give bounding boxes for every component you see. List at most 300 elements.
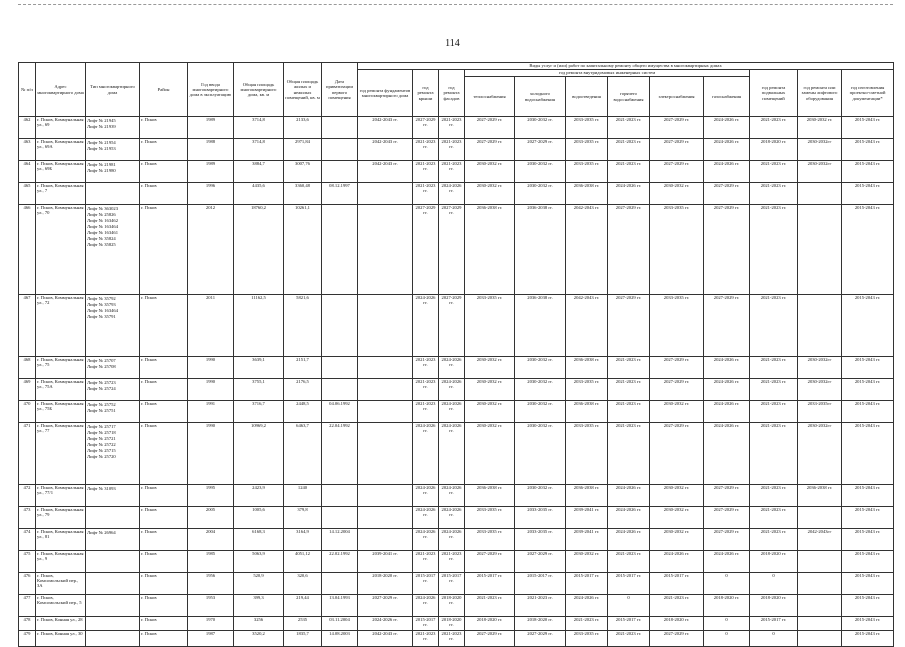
row-type: [86, 573, 140, 595]
row-roof-year: 2021-2023 гг.: [413, 183, 439, 205]
row-electricity-year: 2027-2029 гг.: [650, 139, 704, 161]
elevator-id: Лифт № 163464: [87, 224, 119, 230]
row-privatization-date: [322, 357, 358, 379]
row-basement-year: 2021-2023 гг.: [750, 507, 798, 529]
elevator-id: Лифт № 26964: [87, 530, 116, 535]
row-address: г. Псков, Коммунальная ул., 69Б: [36, 161, 86, 183]
row-living-area: 2971,84: [284, 139, 322, 161]
row-type: [86, 485, 140, 507]
header-facade: год ремонта фасадов: [439, 70, 465, 117]
row-gas-year: 2024-2026 гг.: [704, 357, 750, 379]
header-type: Тип многоквартирного дома: [86, 63, 140, 117]
row-facade-year: 2024-2026 гг.: [439, 379, 465, 401]
table-row: [19, 423, 894, 485]
row-privatization-date: 22.02.1992: [322, 551, 358, 573]
row-type: [86, 401, 140, 423]
header-basement: год ремонта подвальных помещений: [750, 70, 798, 117]
row-living-area: 4051,12: [284, 551, 322, 573]
table-row: [19, 573, 894, 595]
row-electricity-year: 2033-2035 гг.: [650, 295, 704, 357]
row-drainage-year: 2030-2032 гг.: [566, 551, 608, 573]
row-drainage-year: 2033-2035 гг.: [566, 161, 608, 183]
row-facade-year: 2021-2023 гг.: [439, 551, 465, 573]
row-gas-year: 2027-2029 гг.: [704, 485, 750, 507]
row-district: г. Псков: [140, 595, 188, 617]
row-hot-water-year: 0: [608, 595, 650, 617]
elevator-id: Лифт № 25722: [87, 442, 116, 448]
row-foundation-year: [358, 423, 413, 485]
row-gas-year: 2027-2029 гг.: [704, 295, 750, 357]
row-elevator-year: 2030-2032гг: [798, 161, 842, 183]
row-design-year: 2015-2043 гг.: [842, 551, 894, 573]
elevator-id: Лифт № 25717: [87, 424, 116, 429]
row-electricity-year: 2033-2035 гг.: [650, 205, 704, 295]
row-address: г. Псков, Коммунальная ул., 81: [36, 529, 86, 551]
row-living-area: 2151,7: [284, 357, 322, 379]
row-year: 1970: [188, 617, 234, 631]
row-total-area: 3716,7: [234, 401, 284, 423]
row-address: г. Псков, Коммунальная ул., 7: [36, 183, 86, 205]
row-gas-year: 2024-2026 гг.: [704, 423, 750, 485]
header-privatization-date: Дата приватизации первого помещения: [322, 63, 358, 117]
row-roof-year: 2024-2026 гг.: [413, 295, 439, 357]
row-district: г. Псков: [140, 631, 188, 647]
row-design-year: 2015-2043 гг.: [842, 117, 894, 139]
row-basement-year: 2015-2017 гг.: [750, 617, 798, 631]
row-electricity-year: 2030-2032 гг.: [650, 401, 704, 423]
row-privatization-date: 22.04.1992: [322, 423, 358, 485]
row-type: [86, 551, 140, 573]
row-elevator-year: 2030-2032 гг.: [798, 117, 842, 139]
row-gas-year: 0: [704, 573, 750, 595]
elevator-id: Лифт № 35825: [87, 242, 116, 248]
row-privatization-date: [322, 485, 358, 507]
row-living-area: 2133,6: [284, 117, 322, 139]
row-foundation-year: [358, 507, 413, 529]
elevator-id: Лифт № 163462: [87, 218, 119, 224]
row-drainage-year: 2039-2041 гг.: [566, 529, 608, 551]
row-electricity-year: 2027-2029 гг.: [650, 423, 704, 485]
row-number: 475: [19, 551, 36, 573]
row-year: 1995: [188, 485, 234, 507]
header-design-docs: год изготовления проектно-сметной документации*: [842, 70, 894, 117]
row-number: 474: [19, 529, 36, 551]
row-facade-year: 2021-2023 гг.: [439, 631, 465, 647]
row-district: г. Псков: [140, 139, 188, 161]
row-electricity-year: 2024-2026 гг.: [650, 551, 704, 573]
header-works-group: Виды услуг и (или) работ по капитальному ремонту общего имущества в многоквартирных домах: [358, 63, 894, 70]
row-total-area: 399,3: [234, 595, 284, 617]
row-basement-year: 2018-2020 гг.: [750, 595, 798, 617]
row-electricity-year: 2030-2032 гг.: [650, 529, 704, 551]
row-elevator-year: 2042-2043гг: [798, 529, 842, 551]
row-address: г. Псков, Коммунальная ул., 75: [36, 357, 86, 379]
row-privatization-date: 14.12.2004: [322, 529, 358, 551]
row-heating-year: 2027-2029 гг.: [465, 139, 515, 161]
table-row: [19, 183, 894, 205]
row-basement-year: 2021-2023 гг.: [750, 183, 798, 205]
row-gas-year: 2027-2029 гг.: [704, 205, 750, 295]
row-foundation-year: [358, 205, 413, 295]
row-basement-year: 2021-2023 гг.: [750, 529, 798, 551]
row-facade-year: 2024-2026 гг.: [439, 423, 465, 485]
row-hot-water-year: 2027-2029 гг.: [608, 295, 650, 357]
row-facade-year: 2024-2026 гг.: [439, 507, 465, 529]
row-basement-year: 0: [750, 631, 798, 647]
row-foundation-year: 2039-2041 гг.: [358, 551, 413, 573]
row-gas-year: 0: [704, 631, 750, 647]
row-year: 1996: [188, 183, 234, 205]
row-address: г. Псков, Комсомольский пер., 3А: [36, 573, 86, 595]
row-basement-year: 2021-2023 гг.: [750, 205, 798, 295]
row-drainage-year: 2036-2038 гг.: [566, 183, 608, 205]
row-basement-year: 2021-2023 гг.: [750, 117, 798, 139]
row-hot-water-year: 2021-2023 гг.: [608, 379, 650, 401]
row-gas-year: 2024-2026 гг.: [704, 161, 750, 183]
row-heating-year: 2015-2017 гг.: [465, 573, 515, 595]
row-cold-water-year: 2036-2038 гг.: [515, 295, 566, 357]
row-district: г. Псков: [140, 117, 188, 139]
header-district: Район: [140, 63, 188, 117]
row-heating-year: 2021-2023 гг.: [465, 595, 515, 617]
row-type: [86, 357, 140, 379]
row-total-area: 3256: [234, 617, 284, 631]
row-type: [86, 617, 140, 631]
row-number: 473: [19, 507, 36, 529]
row-gas-year: 2027-2029 гг.: [704, 507, 750, 529]
row-foundation-year: 2042-2043 гг.: [358, 139, 413, 161]
row-gas-year: 2024-2026 гг.: [704, 139, 750, 161]
row-living-area: 320,6: [284, 573, 322, 595]
row-hot-water-year: 2015-2017 гг.: [608, 617, 650, 631]
row-drainage-year: 2021-2023 гг.: [566, 617, 608, 631]
row-foundation-year: [358, 357, 413, 379]
row-living-area: 3007,76: [284, 161, 322, 183]
row-gas-year: 0: [704, 617, 750, 631]
row-foundation-year: [358, 401, 413, 423]
row-privatization-date: [322, 139, 358, 161]
header-heating: теплоснабжения: [465, 77, 515, 117]
elevator-id: Лифт № 25752: [87, 402, 116, 407]
row-cold-water-year: 2036-2038 гг.: [515, 205, 566, 295]
row-number: 465: [19, 183, 36, 205]
row-design-year: 2015-2043 гг.: [842, 631, 894, 647]
row-privatization-date: [322, 573, 358, 595]
row-total-area: 18760,2: [234, 205, 284, 295]
row-privatization-date: 14.08.2003: [322, 631, 358, 647]
row-privatization-date: [322, 117, 358, 139]
row-foundation-year: [358, 183, 413, 205]
row-drainage-year: 2033-2035 гг.: [566, 631, 608, 647]
row-district: г. Псков: [140, 295, 188, 357]
row-heating-year: 2030-2032 гг.: [465, 379, 515, 401]
row-cold-water-year: 2030-2032 гг.: [515, 117, 566, 139]
row-year: 1956: [188, 573, 234, 595]
row-gas-year: 2018-2020 гг.: [704, 595, 750, 617]
row-elevator-year: 2033-2035гг: [798, 401, 842, 423]
row-address: г. Псков, Коммунальная ул., 77/1: [36, 485, 86, 507]
row-heating-year: 2030-2032 гг.: [465, 423, 515, 485]
row-number: 469: [19, 379, 36, 401]
row-address: г. Псков, Коммунальная ул., 70: [36, 205, 86, 295]
row-facade-year: 2021-2023 гг.: [439, 117, 465, 139]
header-foundation: год ремонта фундаментов многоквартирного дома: [358, 70, 413, 117]
row-design-year: 2015-2043 гг.: [842, 507, 894, 529]
row-cold-water-year: 2030-2032 гг.: [515, 423, 566, 485]
row-elevator-year: [798, 551, 842, 573]
row-year: 1990: [188, 357, 234, 379]
row-foundation-year: [358, 529, 413, 551]
row-electricity-year: 2021-2023 гг.: [650, 595, 704, 617]
header-gas: газоснабжения: [704, 77, 750, 117]
row-type: [86, 117, 140, 139]
elevator-id: Лифт № 25724: [87, 386, 116, 392]
row-district: г. Псков: [140, 401, 188, 423]
row-roof-year: 2024-2026 гг.: [413, 507, 439, 529]
row-foundation-year: [358, 485, 413, 507]
row-living-area: 2535: [284, 617, 322, 631]
row-type: [86, 423, 140, 485]
row-total-area: 4435,6: [234, 183, 284, 205]
row-drainage-year: 2042-2043 гг.: [566, 295, 608, 357]
row-drainage-year: 2015-2017 гг.: [566, 573, 608, 595]
row-elevator-year: [798, 295, 842, 357]
row-drainage-year: 2033-2035 гг.: [566, 379, 608, 401]
row-heating-year: 2027-2029 гг.: [465, 551, 515, 573]
row-facade-year: 2021-2023 гг.: [439, 139, 465, 161]
row-hot-water-year: 2024-2026 гг.: [608, 183, 650, 205]
row-basement-year: 2021-2023 гг.: [750, 423, 798, 485]
row-gas-year: 2024-2026 гг.: [704, 117, 750, 139]
table-row: [19, 205, 894, 295]
row-design-year: 2015-2043 гг.: [842, 357, 894, 379]
row-hot-water-year: 2021-2023 гг.: [608, 139, 650, 161]
elevator-id: Лифт № 21945: [87, 118, 116, 123]
table-row: [19, 357, 894, 379]
row-facade-year: 2024-2026 гг.: [439, 485, 465, 507]
row-cold-water-year: 2030-2032 гг.: [515, 161, 566, 183]
row-design-year: 2015-2043 гг.: [842, 423, 894, 485]
table-row: [19, 617, 894, 631]
elevator-id: Лифт № 31093: [87, 486, 116, 491]
row-foundation-year: 2042-2043 гг.: [358, 631, 413, 647]
row-heating-year: 2018-2020 гг.: [465, 617, 515, 631]
row-year: 1990: [188, 379, 234, 401]
row-address: г. Псков, Коммунальная ул., 75А: [36, 379, 86, 401]
row-total-area: 3714,8: [234, 139, 284, 161]
row-address: г. Псков, Коммунальная ул., 69: [36, 117, 86, 139]
row-hot-water-year: 2015-2017 гг.: [608, 573, 650, 595]
row-living-area: 3360,48: [284, 183, 322, 205]
row-basement-year: 2018-2020 гг.: [750, 551, 798, 573]
row-drainage-year: 2033-2035 гг.: [566, 139, 608, 161]
header-elevator: год ремонта или замены лифтового оборудования: [798, 70, 842, 117]
row-type: [86, 631, 140, 647]
row-type: [86, 139, 140, 161]
row-facade-year: 2024-2026 гг.: [439, 357, 465, 379]
row-elevator-year: [798, 507, 842, 529]
row-drainage-year: 2042-2043 гг.: [566, 205, 608, 295]
row-cold-water-year: 2030-2032 гг.: [515, 183, 566, 205]
row-elevator-year: [798, 617, 842, 631]
row-cold-water-year: 2018-2020 гг.: [515, 617, 566, 631]
row-cold-water-year: 2027-2029 гг.: [515, 631, 566, 647]
row-roof-year: 2021-2023 гг.: [413, 379, 439, 401]
row-electricity-year: 2030-2032 гг.: [650, 183, 704, 205]
row-privatization-date: 13.04.1993: [322, 595, 358, 617]
elevator-id: Лифт № 21953: [87, 146, 116, 152]
row-district: г. Псков: [140, 573, 188, 595]
row-total-area: 3639,1: [234, 357, 284, 379]
row-electricity-year: 2027-2029 гг.: [650, 357, 704, 379]
row-electricity-year: 2015-2017 гг.: [650, 573, 704, 595]
row-hot-water-year: 2024-2026 гг.: [608, 507, 650, 529]
elevator-id: Лифт № 25826: [87, 212, 116, 218]
row-hot-water-year: 2021-2023 гг.: [608, 423, 650, 485]
table-row: [19, 161, 894, 183]
row-type: [86, 205, 140, 295]
row-design-year: 2015-2043 гг.: [842, 485, 894, 507]
row-basement-year: 2021-2023 гг.: [750, 357, 798, 379]
row-design-year: 2015-2043 гг.: [842, 205, 894, 295]
row-year: 1989: [188, 117, 234, 139]
row-district: г. Псков: [140, 617, 188, 631]
row-address: г. Псков, Конная ул., 30: [36, 631, 86, 647]
row-total-area: 5063,9: [234, 551, 284, 573]
row-drainage-year: 2024-2026 гг.: [566, 595, 608, 617]
row-heating-year: 2030-2032 гг.: [465, 401, 515, 423]
elevator-id: Лифт № 25751: [87, 408, 116, 414]
row-facade-year: 2018-2020 гг.: [439, 595, 465, 617]
row-design-year: 2015-2043 гг.: [842, 529, 894, 551]
row-basement-year: 0: [750, 573, 798, 595]
table-row: [19, 117, 894, 139]
table-row: [19, 529, 894, 551]
row-design-year: 2015-2043 гг.: [842, 161, 894, 183]
row-district: г. Псков: [140, 357, 188, 379]
row-roof-year: 2021-2023 гг.: [413, 401, 439, 423]
row-type: [86, 295, 140, 357]
row-roof-year: 2024-2026 гг.: [413, 529, 439, 551]
row-elevator-year: 2030-2032гг: [798, 139, 842, 161]
row-district: г. Псков: [140, 205, 188, 295]
row-living-area: 379,8: [284, 507, 322, 529]
row-type: [86, 161, 140, 183]
row-roof-year: 2024-2026 гг.: [413, 423, 439, 485]
row-elevator-year: [798, 183, 842, 205]
row-elevator-year: [798, 573, 842, 595]
row-hot-water-year: 2021-2023 гг.: [608, 117, 650, 139]
row-roof-year: 2027-2029 гг.: [413, 117, 439, 139]
row-hot-water-year: 2021-2023 гг.: [608, 161, 650, 183]
table-row: [19, 551, 894, 573]
row-privatization-date: [322, 507, 358, 529]
row-total-area: 10969,2: [234, 423, 284, 485]
row-foundation-year: 2018-2020 гг.: [358, 573, 413, 595]
capital-repair-table: [18, 62, 894, 647]
row-electricity-year: 2030-2032 гг.: [650, 485, 704, 507]
row-year: 2004: [188, 529, 234, 551]
header-address: Адрес многоквартирного дома: [36, 63, 86, 117]
table-row: [19, 507, 894, 529]
row-type: [86, 379, 140, 401]
row-privatization-date: 08.12.1997: [322, 183, 358, 205]
row-cold-water-year: 2030-2032 гг.: [515, 379, 566, 401]
row-living-area: 10261,1: [284, 205, 322, 295]
row-privatization-date: [322, 379, 358, 401]
elevator-id: Лифт № 363023: [87, 206, 119, 211]
row-district: г. Псков: [140, 423, 188, 485]
row-cold-water-year: 2033-2035 гг.: [515, 529, 566, 551]
row-living-area: 3164,9: [284, 529, 322, 551]
header-year: Год ввода многоквартирного дома в эксплуатацию: [188, 63, 234, 117]
row-address: г. Псков, Коммунальная ул., 9: [36, 551, 86, 573]
table-row: [19, 631, 894, 647]
row-roof-year: 2021-2023 гг.: [413, 357, 439, 379]
row-drainage-year: 2036-2038 гг.: [566, 357, 608, 379]
row-roof-year: 2021-2023 гг.: [413, 631, 439, 647]
row-number: 463: [19, 139, 36, 161]
row-elevator-year: [798, 205, 842, 295]
row-basement-year: 2021-2023 гг.: [750, 379, 798, 401]
row-facade-year: 2027-2029 гг.: [439, 295, 465, 357]
row-electricity-year: 2027-2029 гг.: [650, 161, 704, 183]
row-year: 1985: [188, 551, 234, 573]
row-electricity-year: 2027-2029 гг.: [650, 631, 704, 647]
row-roof-year: 2021-2023 гг.: [413, 139, 439, 161]
row-elevator-year: 2030-2032гг: [798, 379, 842, 401]
row-design-year: 2015-2043 гг.: [842, 139, 894, 161]
row-year: 1988: [188, 139, 234, 161]
row-cold-water-year: 2030-2032 гг.: [515, 357, 566, 379]
elevator-id: Лифт № 21954: [87, 140, 116, 145]
row-electricity-year: 2030-2032 гг.: [650, 507, 704, 529]
row-basement-year: 2018-2020 гг.: [750, 139, 798, 161]
row-heating-year: 2033-2035 гг.: [465, 507, 515, 529]
row-design-year: 2015-2043 гг.: [842, 295, 894, 357]
row-drainage-year: 2036-2038 гг.: [566, 485, 608, 507]
elevator-id: Лифт № 163461: [87, 230, 119, 236]
row-drainage-year: 2033-2035 гг.: [566, 423, 608, 485]
row-address: г. Псков, Комсомольский пер., 5: [36, 595, 86, 617]
row-total-area: 3755,1: [234, 379, 284, 401]
row-drainage-year: 2036-2038 гг.: [566, 401, 608, 423]
row-hot-water-year: 2021-2023 гг.: [608, 551, 650, 573]
row-privatization-date: 03.11.2004: [322, 617, 358, 631]
row-number: 477: [19, 595, 36, 617]
elevator-id: Лифт № 163464: [87, 308, 119, 314]
row-type: [86, 595, 140, 617]
row-electricity-year: 2018-2020 гг.: [650, 617, 704, 631]
row-basement-year: 2021-2023 гг.: [750, 401, 798, 423]
row-electricity-year: 2027-2029 гг.: [650, 117, 704, 139]
row-year: 2012: [188, 205, 234, 295]
table-row: [19, 139, 894, 161]
row-facade-year: 2024-2026 гг.: [439, 401, 465, 423]
row-heating-year: 2036-2038 гг.: [465, 485, 515, 507]
row-cold-water-year: 2015-2017 гг.: [515, 573, 566, 595]
table-row: [19, 595, 894, 617]
elevator-id: Лифт № 25718: [87, 430, 116, 436]
row-address: г. Псков, Коммунальная ул., 72: [36, 295, 86, 357]
row-year: 1991: [188, 401, 234, 423]
elevator-id: Лифт № 25721: [87, 436, 116, 442]
row-heating-year: 2027-2029 гг.: [465, 631, 515, 647]
row-living-area: 1240: [284, 485, 322, 507]
row-year: 2005: [188, 507, 234, 529]
row-year: 1987: [188, 631, 234, 647]
row-heating-year: 2030-2032 гг.: [465, 183, 515, 205]
